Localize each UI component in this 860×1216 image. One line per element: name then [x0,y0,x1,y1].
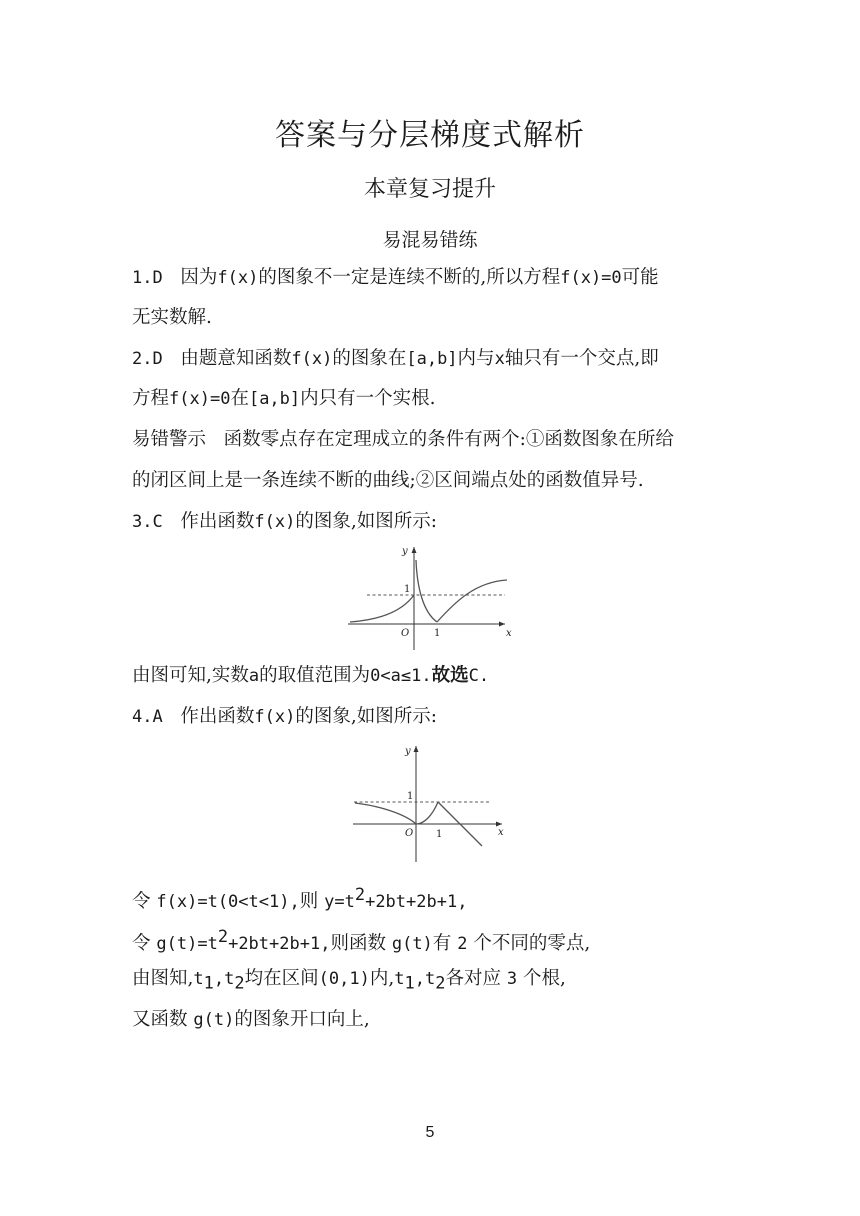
q4-expr: , [414,969,425,989]
q3-number: 3.C [132,512,163,532]
q3-text: 的图象,如图所示: [295,511,437,532]
page-title: 答案与分层梯度式解析 [275,118,585,153]
q4-line-4 [132,967,566,996]
section-heading: 易混易错练 [382,229,478,251]
q3-graph [345,542,515,654]
q4-text: 作出函数 [180,706,255,727]
q1-line-1 [132,266,659,290]
q4-subscript: 1 [404,973,415,994]
q4-graph [350,740,510,866]
q1-text: 的图象不一定是连续不断的,所以方程 [258,267,561,288]
q3-tick-x: 1 [434,628,441,639]
q3-curve-left [350,595,414,622]
q3-figure [345,542,515,654]
page-number: 5 [425,1124,435,1141]
q4-subscript: 1 [203,973,214,994]
q2-text: 在 [230,388,249,409]
q4-text: 由图知, [132,968,194,989]
q4-y-arrow [414,746,419,752]
q1-line-2: 无实数解. [132,307,212,328]
q2-text: 内只有一个实根. [300,388,436,409]
q3-expr: 0<a≤1. [370,666,432,686]
warning-label: 易错警示 [132,429,207,450]
q4-subscript: 2 [234,973,245,994]
q2-text: 的图象在 [332,348,407,369]
q3-conclusion [132,664,489,688]
q4-text: 令 [132,891,151,913]
q4-text: 各对应 [445,968,501,989]
q1-number: 1.D [132,268,163,288]
q4-exponent: 2 [217,927,229,947]
q4-expr: t [224,969,235,989]
q4-line-2 [132,883,467,914]
q4-line-5 [132,1008,370,1032]
q3-x-arrow [499,622,505,627]
q2-expr: f(x)=0 [169,389,231,409]
q2-text: 轴只有一个交点,即 [504,348,659,369]
q1-expr: f(x)=0 [560,268,622,288]
q3-text: 由图可知,实数 [132,665,249,686]
q4-expr: , [213,969,225,989]
q3-expr: f(x) [254,512,296,532]
q2-line-2 [132,387,436,411]
q2-number: 2.D [132,349,163,369]
q4-origin-label: O [405,828,414,839]
q4-x-arrow [496,822,502,827]
q3-bold-text: 故选 [431,665,469,686]
q4-curve-middle [416,802,438,824]
q4-text: 令 [132,933,151,955]
q3-curve-middle [416,560,437,622]
q4-exponent: 2 [354,885,366,905]
q4-expr: t [394,969,405,989]
q3-text: 的取值范围为 [259,665,371,686]
q4-expr: y=t [324,892,355,913]
q4-text: 个不同的零点, [473,933,591,955]
q4-expr: g(t)=t [156,934,218,955]
q2-expr: x [494,349,505,369]
q4-expr: g(t) [193,1010,235,1030]
q2-expr: [a,b] [406,349,458,369]
warning-line-1 [132,428,674,452]
q4-expr: g(t) [391,934,433,955]
q3-curve-right [437,580,507,622]
q4-text: 有 [432,933,452,955]
q2-text: 内与 [457,348,495,369]
chapter-subtitle: 本章复习提升 [363,177,496,202]
q3-x-label: x [506,628,512,639]
q4-line-3 [132,925,590,956]
q4-expr: f(x)=t(0<t<1), [156,892,300,913]
q2-line-1 [132,347,659,371]
q4-text: 个根, [523,968,566,989]
q4-tick-x: 1 [436,829,443,840]
q3-tick-y: 1 [404,584,411,595]
q3-origin-label: O [401,628,410,639]
q4-expr: 3 [506,969,518,989]
q4-expr: t [424,969,436,989]
q3-expr: a [248,666,260,686]
q4-expr: f(x) [254,707,296,727]
q4-curve-left [355,803,416,824]
q3-answer: C. [468,666,490,686]
q4-figure [350,740,510,866]
q4-tick-y: 1 [407,791,414,802]
q3-line-1 [132,510,437,534]
q3-text: 作出函数 [180,511,255,532]
q4-text: 则 [299,891,319,913]
q1-text: 可能 [621,267,659,288]
q4-subscript: 2 [435,973,446,994]
q2-expr: f(x) [291,349,333,369]
q4-expr: t [193,969,204,989]
q4-expr: +2bt+2b+1, [365,892,468,913]
q4-text: 内, [369,968,395,989]
q1-expr: f(x) [217,268,259,288]
q4-expr: 2 [457,934,468,955]
q4-text: 又函数 [132,1009,188,1030]
q4-text: 则函数 [330,933,386,955]
q3-y-arrow [412,547,417,553]
q2-expr: [a,b] [248,389,301,409]
q1-text: 因为 [180,267,218,288]
q4-text: 均在区间 [244,968,319,989]
q4-y-label: y [405,746,411,757]
q4-line-1 [132,705,437,729]
q3-y-label: y [402,546,408,557]
q4-expr: +2bt+2b+1, [228,934,331,955]
q2-text: 方程 [132,388,170,409]
warning-text: 函数零点存在定理成立的条件有两个:①函数图象在所给 [223,429,674,450]
q4-text: 的图象,如图所示: [295,706,437,727]
q2-text: 由题意知函数 [180,348,292,369]
q4-text: 的图象开口向上, [234,1009,370,1030]
q4-x-label: x [498,827,504,838]
warning-line-2: 的闭区间上是一条连续不断的曲线;②区间端点处的函数值异号. [132,470,644,491]
q4-number: 4.A [132,707,163,727]
q4-expr: (0,1) [318,969,370,989]
